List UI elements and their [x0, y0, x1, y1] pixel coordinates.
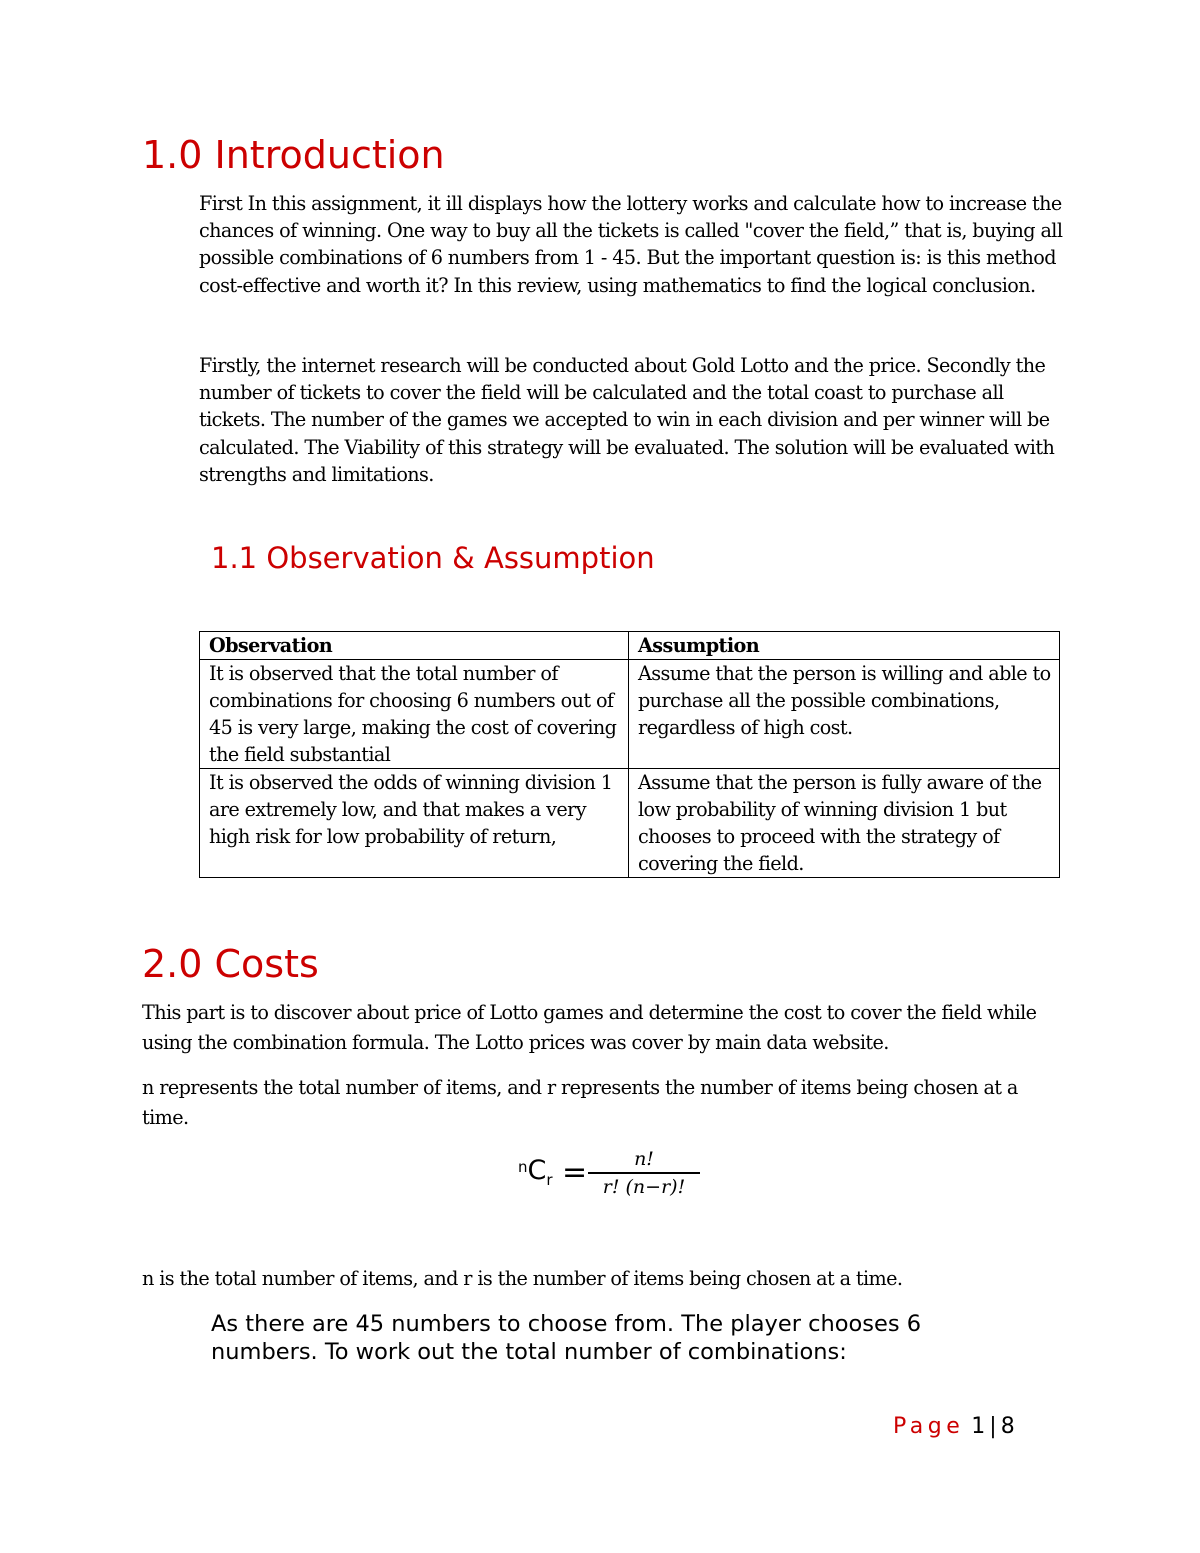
footer-separator: |	[989, 1414, 997, 1439]
fraction-bar	[588, 1172, 700, 1174]
table-header-row	[200, 632, 1060, 660]
table-header-assumption: Assumption	[629, 632, 1060, 660]
costs-paragraph-1: This part is to discover about price of Lotto games and determine the cost to cover the field while using the combination formula. The Lotto prices was cover by main data website.	[142, 1001, 1037, 1054]
table-cell-assumption: Assume that the person is willing and able to purchase all the possible combinations, regardless of high cost.	[629, 660, 1060, 769]
formula-sub: r	[546, 1171, 553, 1189]
formula-lhs	[518, 1156, 553, 1189]
table-row	[200, 660, 1060, 769]
costs-paragraph-4: As there are 45 numbers to choose from. The player chooses 6 numbers. To work out the total number of combinations:	[211, 1311, 922, 1365]
formula-fraction	[588, 1148, 700, 1198]
formula-base: C	[527, 1155, 547, 1186]
footer-total-pages: 8	[1000, 1414, 1015, 1439]
formula-equals: =	[562, 1155, 588, 1190]
table-row	[200, 769, 1060, 878]
section-heading-observation-assumption: 1.1 Observation & Assumption	[211, 541, 655, 575]
intro-paragraph-1: First In this assignment, it ill displays how the lottery works and calculate how to increase the chances of winning. One way to buy all the tickets is called "cover the field,” that is, buying all possible combinations of 6 numbers from 1 - 45. But the important question is: is this method cost-effective and worth it? In this review, using mathematics to find the logical conclusion.	[199, 192, 1063, 297]
formula-numerator: n!	[634, 1148, 654, 1170]
costs-paragraph-2: n represents the total number of items, and r represents the number of items being chosen at a time.	[142, 1076, 1018, 1129]
table-cell-assumption: Assume that the person is fully aware of the low probability of winning division 1 but chooses to proceed with the strategy of covering the field.	[629, 769, 1060, 878]
page-footer	[893, 1413, 1015, 1441]
footer-current-page: 1	[971, 1414, 986, 1439]
table-cell-observation: It is observed that the total number of combinations for choosing 6 numbers out of 45 is very large, making the cost of covering the field substantial	[200, 660, 629, 769]
combination-formula	[518, 1148, 698, 1208]
observation-assumption-table	[199, 631, 1060, 878]
formula-sup: n	[518, 1158, 528, 1176]
formula-denominator: r! (n−r)!	[602, 1176, 686, 1198]
costs-paragraph-3: n is the total number of items, and r is the number of items being chosen at a time.	[142, 1267, 903, 1290]
section-heading-introduction: 1.0 Introduction	[142, 133, 445, 177]
intro-paragraph-2: Firstly, the internet research will be conducted about Gold Lotto and the price. Secondly the number of tickets to cover the field will be calculated and the total coast to purchase all tickets. The number of the games we accepted to win in each division and per winner will be calculated. The Viability of this strategy will be evaluated. The solution will be evaluated with strengths and limitations.	[199, 354, 1055, 486]
table-cell-observation: It is observed the odds of winning division 1 are extremely low, and that makes a very high risk for low probability of return,	[200, 769, 629, 878]
section-heading-costs: 2.0 Costs	[142, 942, 319, 986]
footer-page-label: Page	[893, 1414, 965, 1439]
table-header-observation: Observation	[200, 632, 629, 660]
